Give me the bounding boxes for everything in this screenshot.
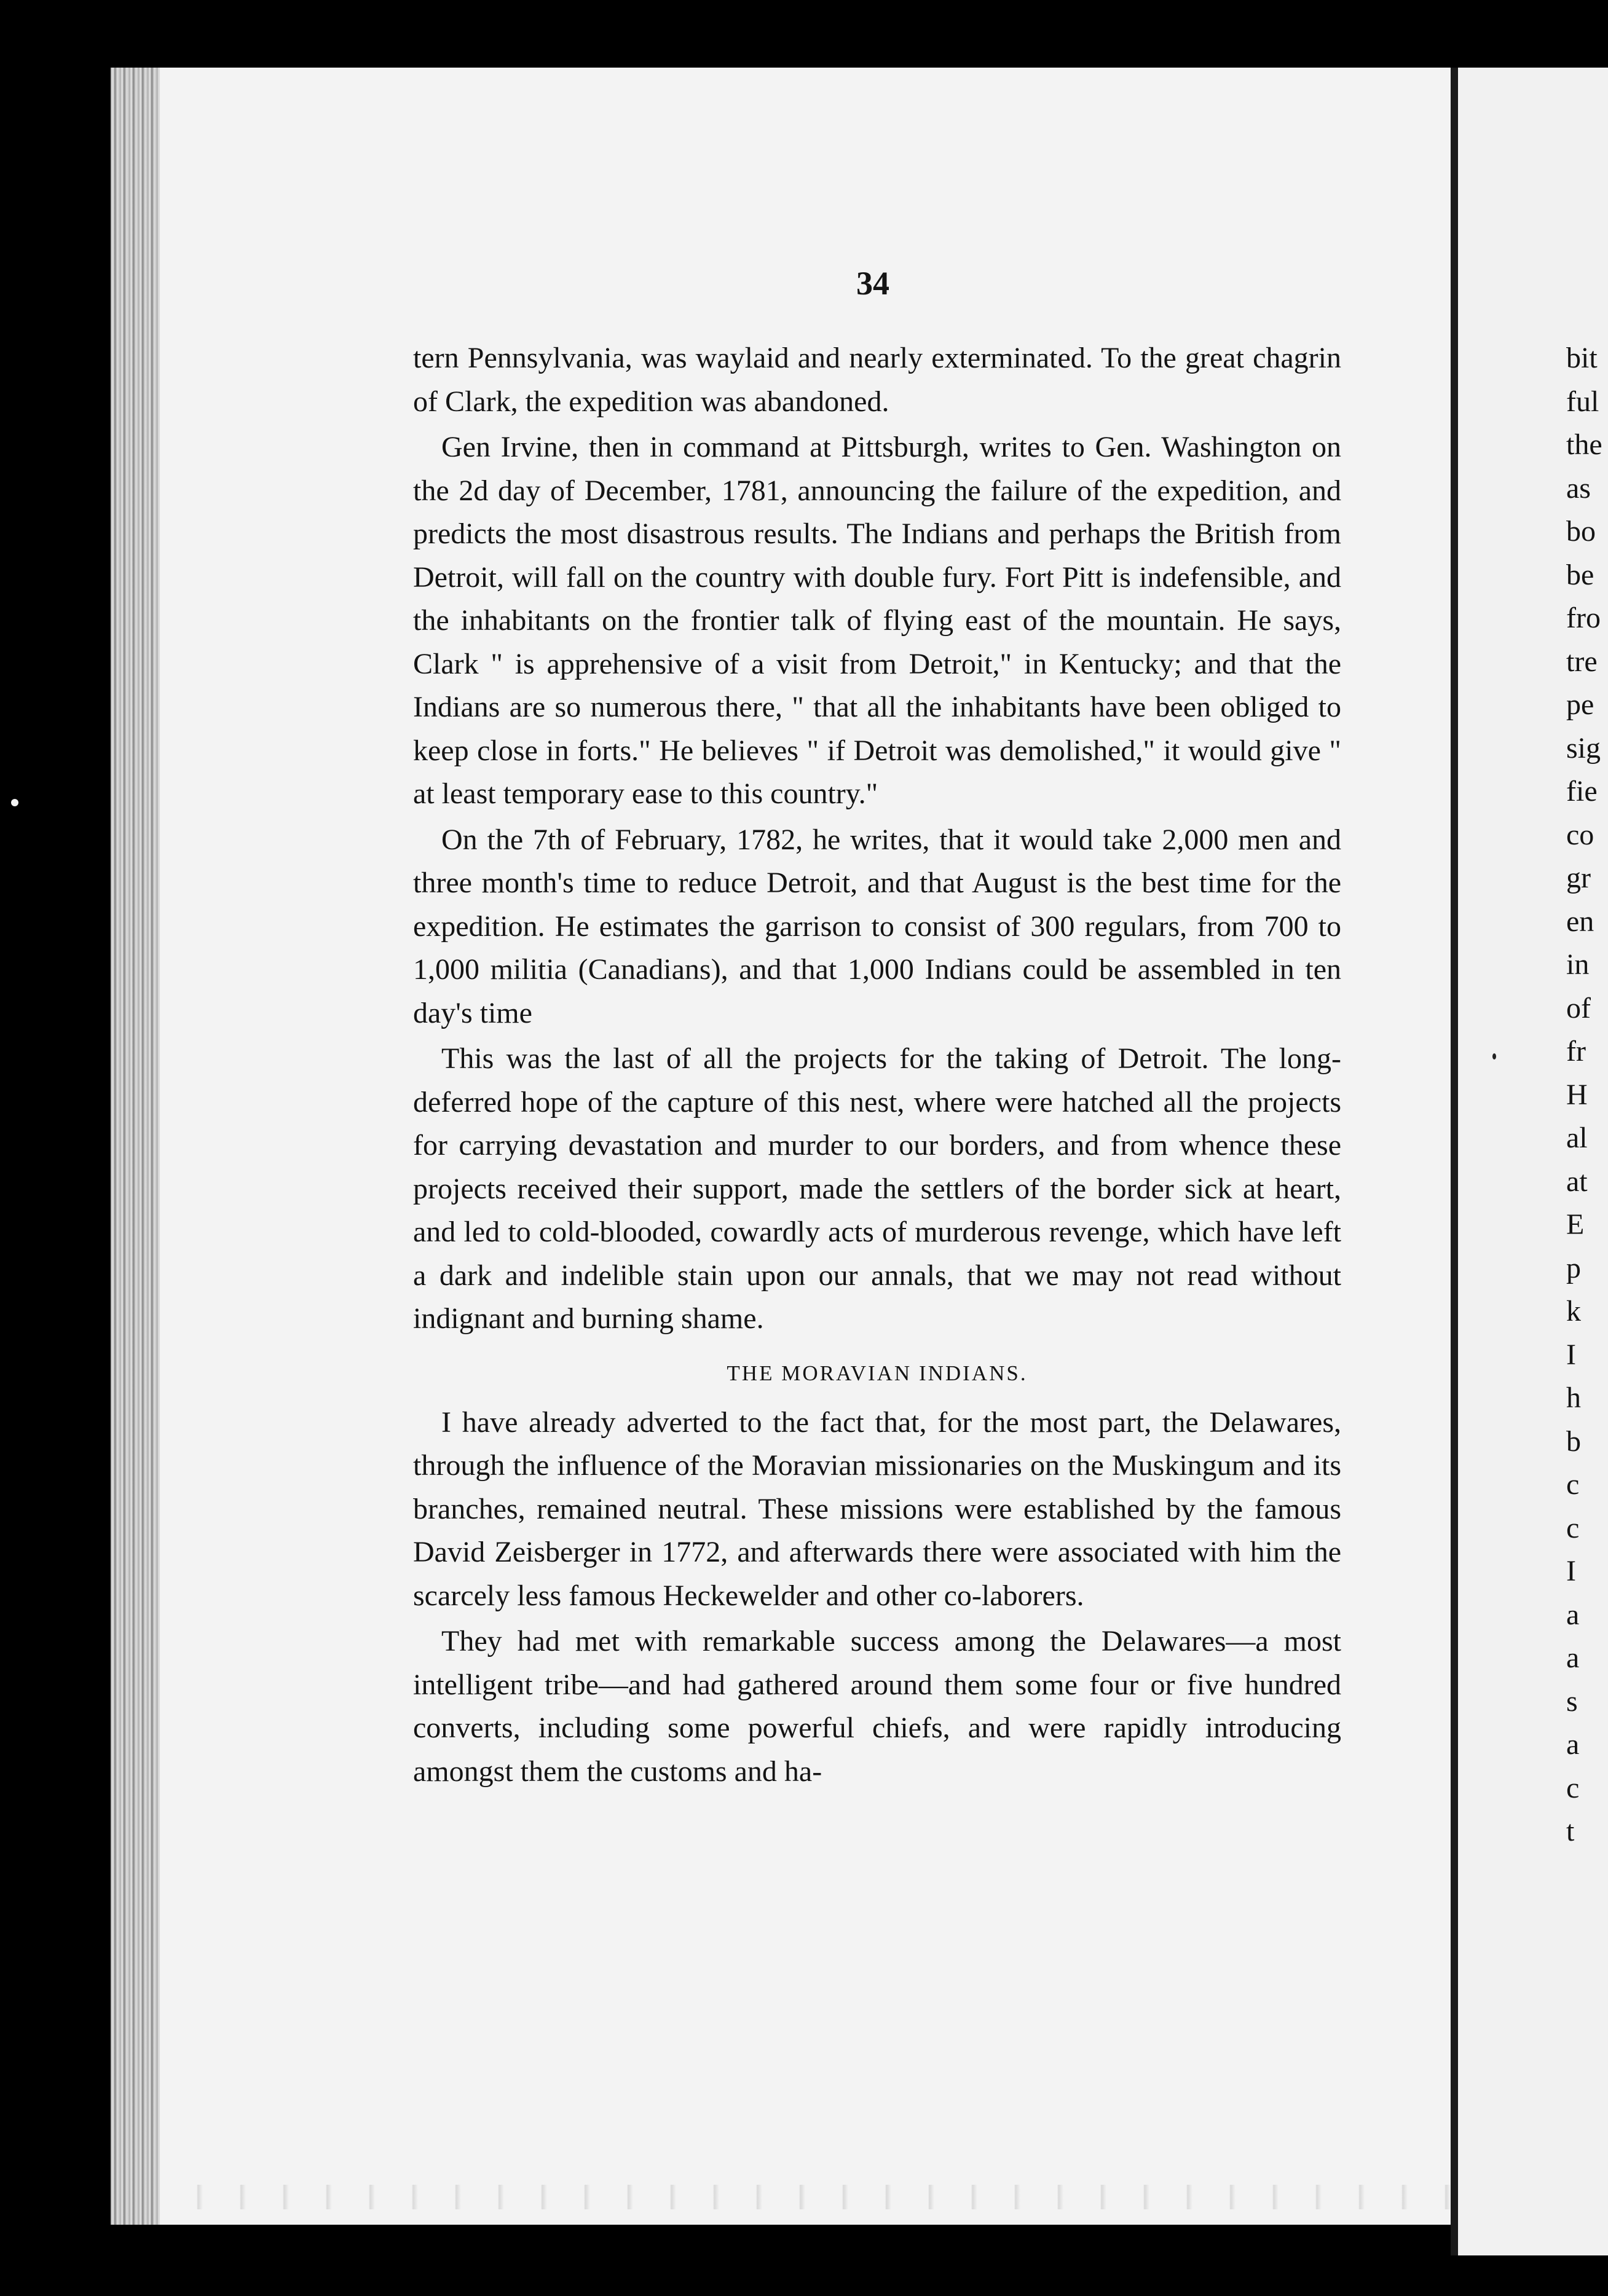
paragraph: They had met with remarkable success among the Delawares—a most intelligent tribe—and had gathered around them some four or five hundred converts, including some powerful chiefs, and were rapidly introducing amongst them the customs and ha- — [413, 1625, 1341, 1788]
facing-page-fragment: bit — [1566, 342, 1598, 374]
facing-page-fragment: be — [1566, 558, 1594, 591]
facing-page-fragment: in — [1566, 948, 1590, 981]
facing-page-fragment: pe — [1566, 688, 1594, 721]
facing-page-fragment: c — [1566, 1771, 1580, 1804]
paragraph: tern Pennsylvania, was waylaid and nearly exterminated. To the great chagrin of Clark, the expedition was abandoned. — [413, 342, 1341, 418]
facing-page-fragment: c — [1566, 1511, 1580, 1544]
facing-page-fragment: bo — [1566, 515, 1596, 548]
facing-page-fragment: I — [1566, 1555, 1576, 1587]
facing-page-fragment: a — [1566, 1728, 1580, 1761]
facing-page-fragment: t — [1566, 1815, 1575, 1847]
page-bottom-edge — [160, 2185, 1451, 2209]
facing-page-fragment: I — [1566, 1338, 1576, 1371]
section-heading: THE MORAVIAN INDIANS. — [727, 1361, 1028, 1385]
facing-page-fragment: fro — [1566, 602, 1601, 634]
facing-page-fragment: H — [1566, 1078, 1588, 1111]
scan-speck — [1492, 1053, 1496, 1060]
facing-page-fragment: at — [1566, 1165, 1588, 1198]
paragraph: I have already adverted to the fact that, for the most part, the Delawares, through the influence of the Moravian missionaries on the Muskingum and its branches, remained neutral. These missions were established by the famous David Zeisberger in 1772, and afterwards there were associated with him the scarcely less famous Heckewelder and other co-laborers. — [413, 1406, 1341, 1612]
facing-page-fragment: fr — [1566, 1035, 1586, 1067]
facing-page-fragment: ful — [1566, 385, 1599, 418]
facing-page-fragment: tre — [1566, 645, 1598, 678]
facing-page-fragment: c — [1566, 1468, 1580, 1501]
facing-page-fragment: a — [1566, 1598, 1580, 1631]
scan-speck — [11, 799, 18, 806]
facing-page-fragment: fie — [1566, 775, 1598, 808]
facing-page-text-fragments — [1566, 337, 1608, 1854]
paragraph: This was the last of all the projects for the taking of Detroit. The long-deferred hope of the capture of this nest, where were hatched all the projects for carrying devastation and murder to our borders, and from whence these projects received their support, made the settlers of the border sick at heart, and led to cold-blooded, cowardly acts of murderous revenge, which have left a dark and indelible stain upon our annals, that we may not read without indignant and burning shame. — [413, 1042, 1341, 1335]
facing-page-fragment: al — [1566, 1122, 1588, 1154]
facing-page-fragment: the — [1566, 428, 1602, 461]
page-binding-edge — [111, 68, 160, 2225]
facing-page-fragment: gr — [1566, 862, 1591, 894]
page-body-text — [413, 337, 1341, 1796]
facing-page-fragment: en — [1566, 905, 1594, 938]
facing-page-fragment: as — [1566, 471, 1591, 505]
facing-page-fragment: h — [1566, 1382, 1581, 1414]
facing-page-fragment: k — [1566, 1295, 1581, 1327]
page-gutter — [1451, 68, 1458, 2255]
facing-page-fragment: a — [1566, 1641, 1580, 1674]
facing-page-fragment: s — [1566, 1685, 1578, 1718]
paragraph: Gen Irvine, then in command at Pittsburgh, writes to Gen. Washington on the 2d day of December, 1781, announcing the failure of the expedition, and predicts the most disastrous results. The Indians and perhaps the British from Detroit, will fall on the country with double fury. Fort Pitt is indefensible, and the inhabitants on the frontier talk of flying east of the mountain. He says, Clark " is apprehensive of a visit from Detroit," in Kentucky; and that the Indians are so numerous there, " that all the inhabitants have been obliged to keep close in forts." He believes " if Detroit was demolished," it would give " at least temporary ease to this country." — [413, 431, 1341, 810]
page-number: 34 — [856, 265, 889, 302]
facing-page-fragment: sig — [1566, 731, 1601, 765]
facing-page-fragment: p — [1566, 1251, 1581, 1284]
facing-page-fragment: E — [1566, 1208, 1585, 1241]
facing-page-fragment: of — [1566, 991, 1591, 1024]
paragraph: On the 7th of February, 1782, he writes, that it would take 2,000 men and three month's time to reduce Detroit, and that August is the best time for the expedition. He estimates the garrison to consist of 300 regulars, from 700 to 1,000 militia (Canadians), and that 1,000 Indians could be assembled in ten day's time — [413, 823, 1341, 1029]
facing-page-fragment: b — [1566, 1425, 1581, 1458]
facing-page-fragment: co — [1566, 818, 1594, 851]
